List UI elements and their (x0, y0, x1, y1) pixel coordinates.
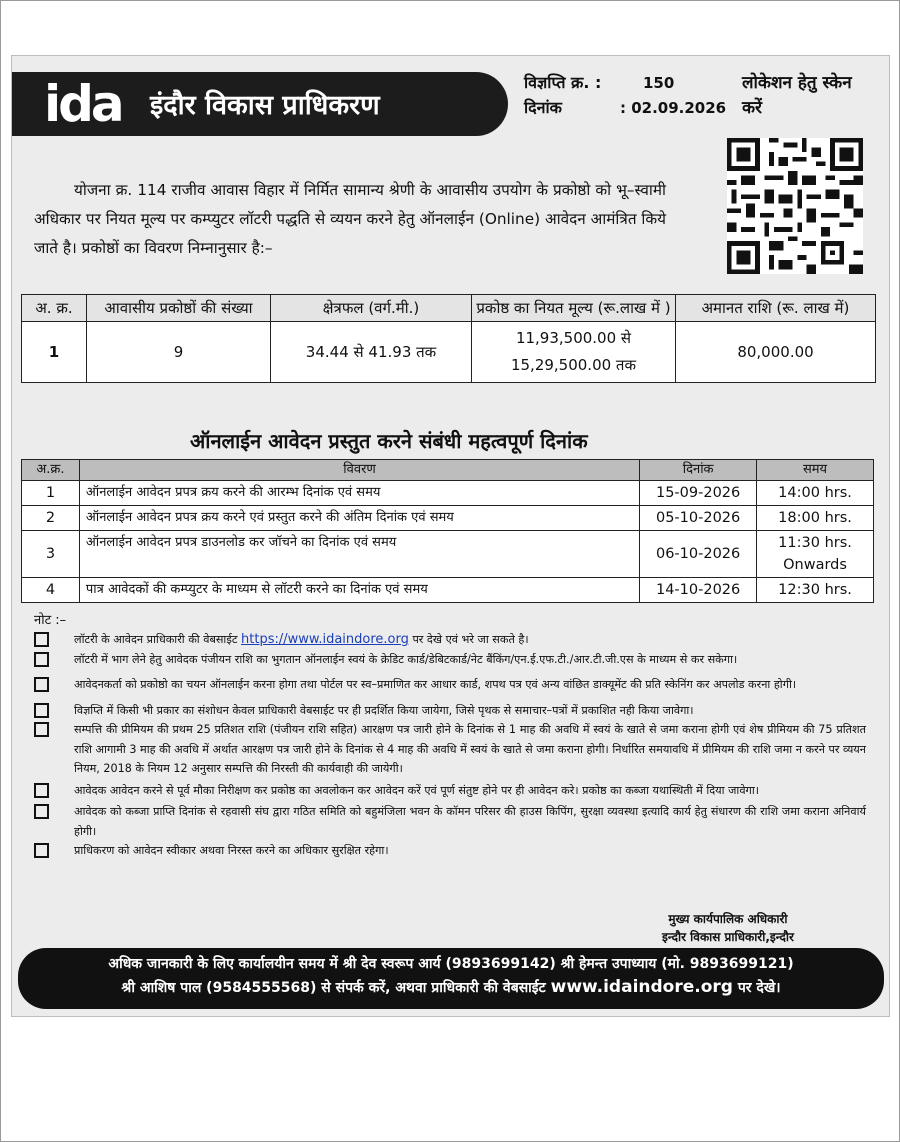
date-value: : 02.09.2026 (620, 99, 727, 117)
note-text: पर देखे एवं भरे जा सकते है। (412, 633, 529, 646)
note-text: प्राधिकरण को आवेदन स्वीकार अथवा निरस्त करने का अधिकार सुरक्षित रहेगा। (74, 844, 389, 857)
footer-text: श्री आशिष पाल (9584555568) से संपर्क करें, अथवा प्राधिकारी की वेबसाईट (121, 980, 546, 996)
cell-price (472, 322, 676, 383)
note-text: आवेदक आवेदन करने से पूर्व मौका निरीक्षण कर प्रकोष्ठ का अवलोकन कर आवेदन करें एवं पूर्ण संतुष्ट होने पर ही आवेदन करे। प्रकोष्ठ का कब्जा यथास्थिती में दिया जावेगा। (74, 783, 759, 797)
section-title: ऑनलाईन आवेदन प्रस्तुत करने संबंधी महत्वपूर्ण दिनांक (190, 429, 588, 453)
cell-description: ऑनलाईन आवेदन प्रपत्र क्रय करने की आरम्भ दिनांक एवं समय (79, 481, 639, 506)
cell-date: 05-10-2026 (640, 506, 757, 531)
dates-table (21, 459, 874, 603)
cell-serial: 4 (22, 578, 80, 603)
note-item (34, 675, 866, 695)
note-item (34, 650, 866, 670)
cell-unit-count: 9 (87, 322, 271, 383)
col-price: प्रकोष्ठ का नियत मूल्य (रू.लाख में ) (472, 295, 676, 322)
price-from: 11,93,500.00 से (515, 329, 632, 347)
footer-text: पर देखे। (737, 980, 781, 996)
cell-date: 06-10-2026 (640, 531, 757, 578)
cell-time: 11:30 hrs. Onwards (757, 531, 874, 578)
signature-block (662, 910, 794, 946)
note-text: सम्पत्ति की प्रीमियम की प्रथम 25 प्रतिशत राशि (पंजीयन राशि सहित) आरक्षण पत्र जारी होने के दिनांक से 1 माह की अवधि में स्वयं के खाते से जमा कराना होगी एवं शेष प्रीमियम की 75 प्रतिशत राशि आगामी 3 माह की अवधि में अर्थात आरक्षण पत्र जारी होने के दिनांक से 4 माह की अवधि में स्वयं के खाते से जमा कराना होगी। निर्धारित समयावधि में प्रीमियम की राशि जमा न करने पर व्ययन नियम, 2018 के नियम 12 अनुसार सम्पत्ति की निरस्ती की कार्यवाही की जायेगी। (74, 723, 866, 775)
note-text: लॉटरी में भाग लेने हेतु आवेदक पंजीयन राशि का भुगतान ऑनलाईन स्वयं के क्रेडिट कार्ड/डेबिटकार्ड/नेट बैंकिंग/एन.ई.एफ.टी./आर.टी.जी.एस के माध्यम से कर सकेगा। (74, 652, 738, 666)
table-row (22, 531, 874, 578)
table-row (22, 578, 874, 603)
website-link[interactable]: https://www.idaindore.org (241, 632, 409, 647)
table-row (22, 506, 874, 531)
note-item (34, 802, 866, 841)
note-text: लॉटरी के आवेदन प्राधिकारी की वेबसाईट (74, 633, 238, 646)
cell-deposit: 80,000.00 (676, 322, 876, 383)
checkbox-icon (34, 677, 49, 692)
table-header-row (22, 460, 874, 481)
checkbox-icon (34, 783, 49, 798)
cell-time: 14:00 hrs. (757, 481, 874, 506)
note-text: आवेदनकर्ता को प्रकोष्ठो का चयन ऑनलाईन करना होगा तथा पोर्टल पर स्व–प्रमाणित कर आधार कार्ड, शपथ पत्र एवं अन्य वांछित डाक्यूमेंट की प्रति स्केनिंग कर अपलोड करना होगी। (74, 678, 797, 691)
note-item (34, 630, 866, 650)
note-item (34, 781, 866, 801)
intro-paragraph: योजना क्र. 114 राजीव आवास विहार में निर्मित सामान्य श्रेणी के आवासीय उपयोग के प्रकोष्ठो को भू–स्वामी अधिकार पर नियत मूल्य पर कम्प्युटर लॉटरी पद्धति से व्ययन करने हेतु ऑनलाईन (Online) आवेदन आमंत्रित किये जाते है। प्रकोष्ठों का विवरण निम्नानुसार है:– (34, 181, 666, 257)
col-unit-count: आवासीय प्रकोष्ठों की संख्या (87, 295, 271, 322)
checkbox-icon (34, 804, 49, 819)
checkbox-icon (34, 632, 49, 647)
cell-description: पात्र आवेदकों की कम्प्युटर के माध्यम से लॉटरी करने का दिनांक एवं समय (79, 578, 639, 603)
footer-line-2 (18, 976, 884, 1000)
table-header-row (22, 295, 876, 322)
col-date: दिनांक (640, 460, 757, 481)
note-text: विज्ञप्ति में किसी भी प्रकार का संशोधन केवल प्राधिकारी वेबसाईट पर ही प्रदर्शित किया जायेगा, जिसे पृथक से समाचार–पत्रों में प्रकाशित नही किया जावेगा। (74, 703, 694, 717)
note-item (34, 841, 866, 861)
cell-time: 18:00 hrs. (757, 506, 874, 531)
checkbox-icon (34, 652, 49, 667)
cell-description: ऑनलाईन आवेदन प्रपत्र क्रय करने एवं प्रस्तुत करने की अंतिम दिनांक एवं समय (79, 506, 639, 531)
qr-code-icon (727, 138, 863, 274)
cell-area: 34.44 से 41.93 तक (271, 322, 472, 383)
cell-serial: 1 (22, 481, 80, 506)
date-label: दिनांक (524, 98, 562, 117)
units-table (21, 294, 876, 383)
note-text: आवेदक को कब्जा प्राप्ति दिनांक से रहवासी संघ द्वारा गठित समिति को बहुमंजिला भवन के कॉमन परिसर की हाउस किपिंग, सुरक्षा व्यवस्था इत्यादि कार्य हेतु संधारण की राशि जमा कराना अनिवार्य होगी। (74, 805, 866, 838)
scan-text: लोकेशन हेतु स्केन करें (742, 73, 852, 118)
col-serial: अ. क्र. (22, 295, 87, 322)
signatory-title: मुख्य कार्यपालिक अधिकारी (668, 912, 788, 926)
col-description: विवरण (79, 460, 639, 481)
col-area: क्षेत्रफल (वर्ग.मी.) (271, 295, 472, 322)
footer-line-1: अधिक जानकारी के लिए कार्यालयीन समय में श्री देव स्वरूप आर्य (9893699142) श्री हेमन्त उपाध्याय (मो. 9893699121) (108, 956, 794, 972)
signatory-office: इन्दौर विकास प्राधिकारी,इन्दौर (662, 930, 794, 944)
contact-footer (18, 948, 884, 1009)
checkbox-icon (34, 703, 49, 718)
org-name: इंदौर विकास प्राधिकरण (150, 90, 380, 121)
notice-number: 150 (643, 74, 675, 92)
cell-serial: 2 (22, 506, 80, 531)
cell-serial: 3 (22, 531, 80, 578)
table-row (22, 481, 874, 506)
cell-date: 14-10-2026 (640, 578, 757, 603)
notice-label: विज्ञप्ति क्र. : (524, 73, 602, 92)
price-to: 15,29,500.00 तक (510, 356, 637, 374)
cell-description: ऑनलाईन आवेदन प्रपत्र डाउनलोड कर जॉचने का दिनांक एवं समय (79, 531, 639, 578)
col-time: समय (757, 460, 874, 481)
col-deposit: अमानत राशि (रू. लाख में) (676, 295, 876, 322)
notes-list (34, 630, 866, 861)
ida-logo: ida (44, 75, 122, 133)
note-item (34, 701, 866, 721)
note-item (34, 720, 866, 779)
table-row (22, 322, 876, 383)
notes-title: नोट :– (34, 613, 67, 628)
checkbox-icon (34, 843, 49, 858)
cell-date: 15-09-2026 (640, 481, 757, 506)
cell-serial: 1 (22, 322, 87, 383)
checkbox-icon (34, 722, 49, 737)
col-serial: अ.क्र. (22, 460, 80, 481)
cell-time: 12:30 hrs. (757, 578, 874, 603)
footer-website-link[interactable]: www.idaindore.org (550, 977, 733, 997)
